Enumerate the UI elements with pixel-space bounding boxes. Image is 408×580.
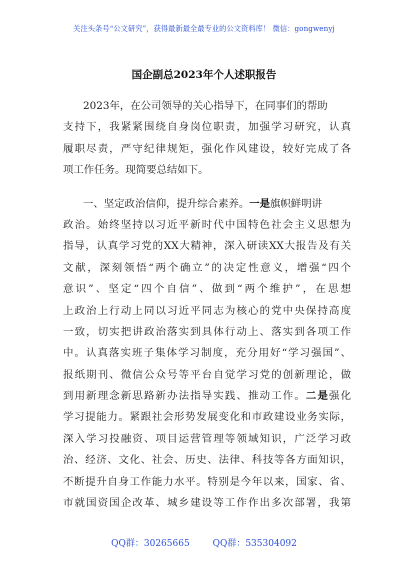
- header-banner: 关注头条号“公文研究”，获得最新最全最专业的公文资料库！ 微信：gongwenyj: [73, 24, 335, 33]
- emphasis-second: 二是: [305, 390, 330, 403]
- emphasis-first: 一是: [249, 197, 271, 210]
- paragraph-text: 到用新理念新思路新办法指导实践、推动工作。: [63, 390, 306, 403]
- paragraph-line: 项工作任务。现简要总结如下。: [63, 164, 209, 177]
- paragraph-line: 深入学习投融资、项目运营管理等领域知识，广泛学习政: [63, 432, 351, 445]
- paragraph-line: 学习提能力。紧跟社会形势发展变化和市政建设业务实际，: [63, 411, 351, 424]
- paragraph-line: 治、经济、文化、社会、历史、法律、科技等各方面知识，: [63, 454, 351, 467]
- paragraph-line: 中。认真落实班子集体学习制度，充分用好“学习强国”、: [63, 347, 351, 360]
- paragraph-line: 上政治上行动上同以习近平同志为核心的党中央保持高度: [63, 304, 351, 317]
- qq-group-1: QQ群：30265665: [111, 539, 190, 549]
- paragraph-line-with-emphasis: [63, 194, 351, 215]
- paragraph-line: 2023年，在公司领导的关心指导下，在同事们的帮助: [83, 100, 328, 112]
- qq-group-2: QQ群：535304092: [212, 539, 297, 549]
- paragraph-line: 报纸期刊、微信公众号等平台自觉学习党的创新理论，做: [63, 368, 351, 381]
- paragraph-line: 意识”、坚定“四个自信”、做到“两个维护”，在思想: [63, 283, 351, 296]
- paragraph-line: 文献，深刻领悟“两个确立”的决定性意义，增强“四个: [63, 261, 351, 274]
- paragraph-line-with-emphasis: [63, 386, 351, 407]
- paragraph-line: 指导，认真学习党的XX大精神，深入研读XX大报告及有关: [63, 240, 351, 253]
- paragraph-text: 强化: [329, 390, 351, 403]
- paragraph-text: 旗帜鲜明讲: [270, 197, 322, 210]
- document-title: 国企副总2023年个人述职报告: [131, 69, 277, 81]
- paragraph-line: 市就国资国企改革、城乡建设等工作作出多次部署，我第: [63, 497, 351, 510]
- paragraph-line: 支持下，我紧紧围绕自身岗位职责，加强学习研究，认真: [63, 121, 351, 134]
- section-heading-text: 一、坚定政治信仰，提升综合素养。: [83, 197, 250, 210]
- paragraph-line: 一致，切实把讲政治落实到具体行动上、落实到各项工作: [63, 325, 351, 338]
- footer-contacts: [0, 536, 408, 549]
- paragraph-line: 履职尽责，严守纪律规矩，强化作风建设，较好完成了各: [63, 142, 351, 155]
- paragraph-line: 政治。始终坚持以习近平新时代中国特色社会主义思想为: [63, 218, 351, 231]
- document-body: [63, 96, 351, 514]
- paragraph-line: 不断提升自身工作能力水平。特别是今年以来，国家、省、: [63, 475, 351, 488]
